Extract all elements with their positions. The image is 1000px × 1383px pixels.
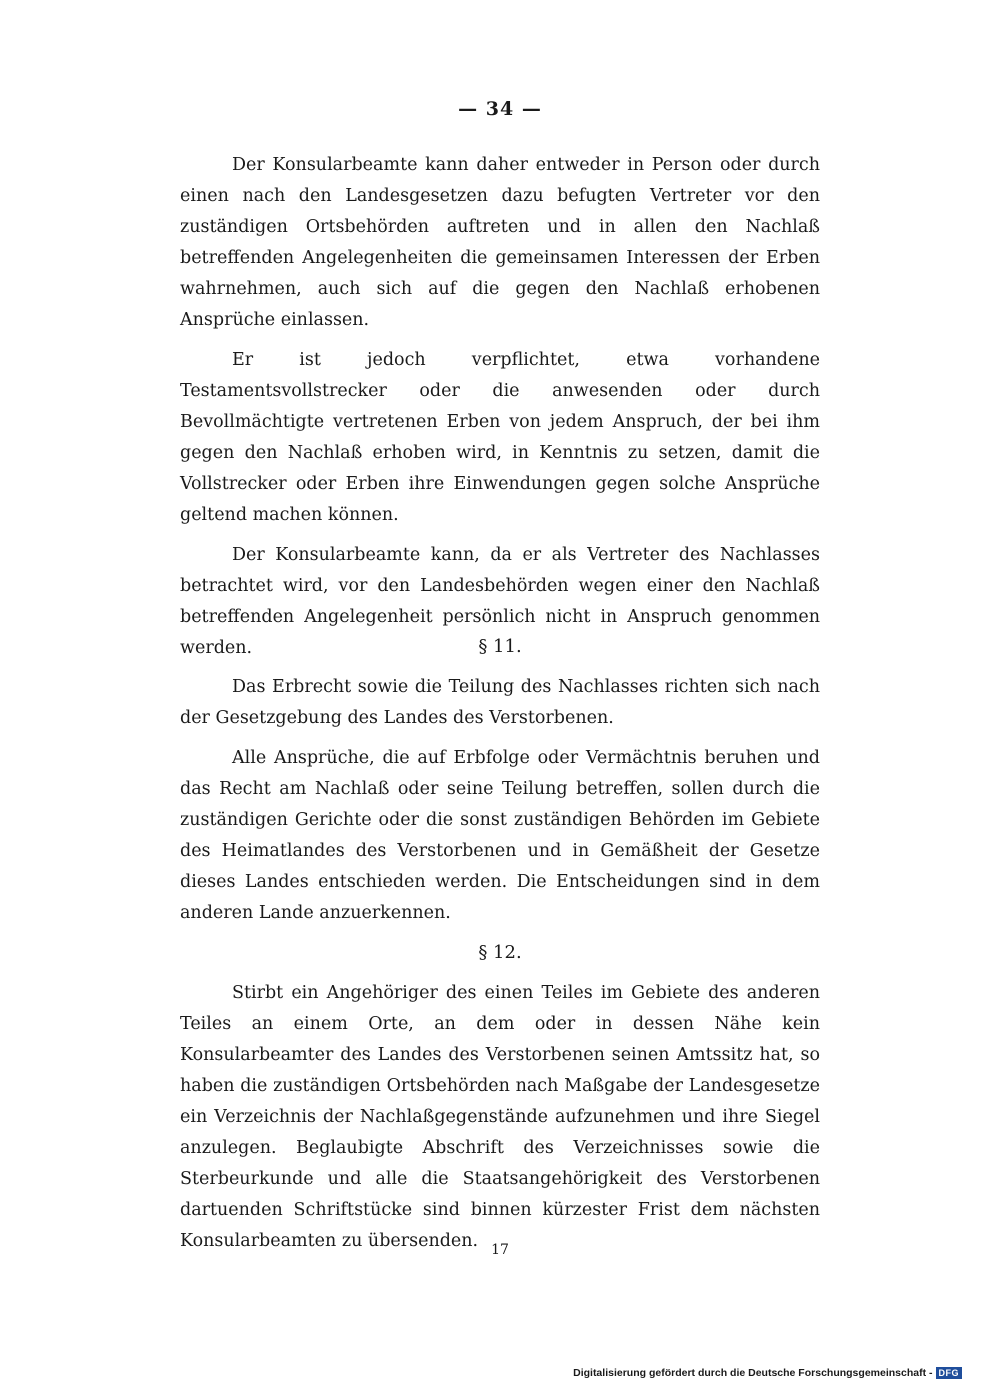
section-heading-12: § 12. [478,942,522,963]
body-text-block-1 [180,150,820,664]
section-12-text [180,978,820,1257]
paragraph: Alle Ansprüche, die auf Erbfolge oder Vermächtnis beruhen und das Recht am Nachlaß oder seine Teilung betreffen, sollen durch die zuständigen Gerichte oder die sonst zuständigen Behörden im Gebiete des Heimatlandes des Verstorbenen und in Gemäßheit der Gesetze dieses Landes entschieden werden. Die Entscheidungen sind in dem anderen Lande anzuerkennen. [180,748,820,923]
dfg-logo: DFG [936,1367,963,1379]
paragraph: Das Erbrecht sowie die Teilung des Nachlasses richten sich nach der Gesetzgebung des Landes des Verstorbenen. [180,677,820,728]
paragraph: Der Konsularbeamte kann daher entweder in Person oder durch einen nach den Landesgesetzen dazu befugten Vertreter vor den zuständigen Ortsbehörden auftreten und in allen den Nachlaß betreffenden Angelegenheiten die gemeinsamen Interessen der Erben wahrnehmen, auch sich auf die gegen den Nachlaß erhobenen Ansprüche einlassen. [180,155,820,330]
section-heading-11: § 11. [478,636,522,657]
paragraph: Stirbt ein Angehöriger des einen Teiles im Gebiete des anderen Teiles an einem Orte, an dem oder in dessen Nähe kein Konsularbeamter des Landes des Verstorbenen seinen Amtssitz hat, so haben die zuständigen Ortsbehörden nach Maßgabe der Landesgesetze ein Verzeichnis der Nachlaßgegenstände aufzunehmen und ihre Siegel anzulegen. Beglaubigte Abschrift des Verzeichnisses sowie die Sterbeurkunde und alle die Staatsangehörigkeit des Verstorbenen dartuenden Schriftstücke sind binnen kürzester Frist dem nächsten Konsularbeamten zu übersenden. [180,983,820,1251]
paragraph: Der Konsularbeamte kann, da er als Vertreter des Nachlasses betrachtet wird, vor den Landesbehörden wegen einer den Nachlaß betreffenden Angelegenheit persönlich nicht in Anspruch genommen werden. [180,545,820,658]
page-header: — 34 — [458,98,542,120]
paragraph: Er ist jedoch verpflichtet, etwa vorhandene Testamentsvollstrecker oder die anwesenden oder durch Bevollmächtigte vertretenen Erben von jedem Anspruch, der bei ihm gegen den Nachlaß erhoben wird, in Kenntnis zu setzen, damit die Vollstrecker oder Erben ihre Einwendungen gegen solche Ansprüche geltend machen können. [180,350,820,525]
sheet-number: 17 [491,1242,509,1258]
funding-text: Digitalisierung gefördert durch die Deutsche Forschungsgemeinschaft - [573,1367,933,1379]
funding-note [573,1367,962,1379]
section-11-text [180,672,820,929]
